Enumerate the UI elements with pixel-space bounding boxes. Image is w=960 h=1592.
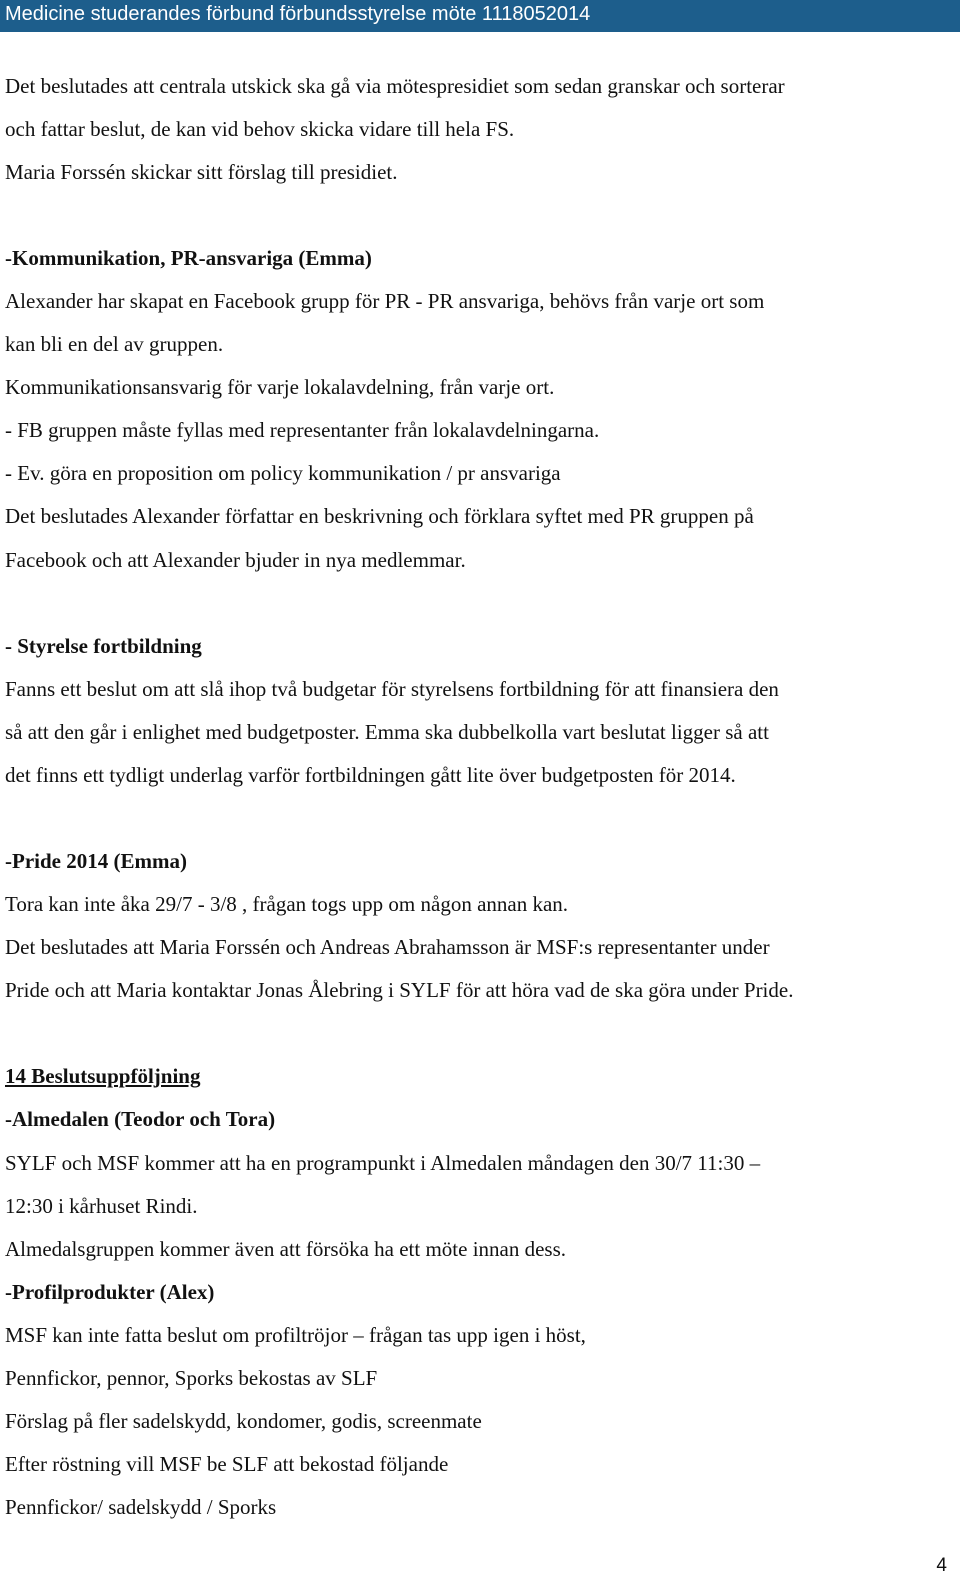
text-line: Pennfickor, pennor, Sporks bekostas av SLF: [5, 1366, 378, 1390]
document-title: Medicine studerandes förbund förbundsstyrelse möte 1118052014: [5, 3, 591, 25]
text-line: kan bli en del av gruppen.: [5, 332, 224, 356]
text-line: Det beslutades att Maria Forssén och Andreas Abrahamsson är MSF:s representanter under: [5, 935, 770, 959]
text-line: det finns ett tydligt underlag varför fortbildningen gått lite över budgetposten för 2014.: [5, 763, 736, 787]
text-line: och fattar beslut, de kan vid behov skicka vidare till hela FS.: [5, 117, 515, 141]
section-heading: -Kommunikation, PR-ansvariga (Emma): [5, 246, 372, 270]
text-line: MSF kan inte fatta beslut om profiltröjor – frågan tas upp igen i höst,: [5, 1323, 586, 1347]
text-line: 12:30 i kårhuset Rindi.: [5, 1194, 198, 1218]
text-line: Det beslutades Alexander författar en beskrivning och förklara syftet med PR gruppen på: [5, 504, 754, 528]
text-line: Pride och att Maria kontaktar Jonas Ålebring i SYLF för att höra vad de ska göra under Pride.: [5, 978, 794, 1002]
text-line: Det beslutades att centrala utskick ska gå via mötespresidiet som sedan granskar och sorterar: [5, 74, 785, 98]
text-line: Alexander har skapat en Facebook grupp för PR - PR ansvariga, behövs från varje ort som: [5, 289, 765, 313]
text-line: Efter röstning vill MSF be SLF att bekostad följande: [5, 1452, 449, 1476]
page-number: 4: [936, 1555, 947, 1576]
text-line: Maria Forssén skickar sitt förslag till presidiet.: [5, 160, 398, 184]
text-line: Kommunikationsansvarig för varje lokalavdelning, från varje ort.: [5, 375, 555, 399]
section-heading: -Pride 2014 (Emma): [5, 849, 187, 873]
text-line: så att den går i enlighet med budgetposter. Emma ska dubbelkolla vart beslutat ligger så att: [5, 720, 769, 744]
section-heading: - Styrelse fortbildning: [5, 634, 202, 658]
section-heading: -Almedalen (Teodor och Tora): [5, 1107, 276, 1131]
text-line: Almedalsgruppen kommer även att försöka ha ett möte innan dess.: [5, 1237, 567, 1261]
section-heading: -Profilprodukter (Alex): [5, 1280, 215, 1304]
text-line: - Ev. göra en proposition om policy kommunikation / pr ansvariga: [5, 461, 561, 485]
text-line: - FB gruppen måste fyllas med representanter från lokalavdelningarna.: [5, 418, 600, 442]
text-line: Förslag på fler sadelskydd, kondomer, godis, screenmate: [5, 1409, 482, 1433]
text-line: Tora kan inte åka 29/7 - 3/8 , frågan togs upp om någon annan kan.: [5, 892, 569, 916]
text-line: Pennfickor/ sadelskydd / Sporks: [5, 1495, 277, 1519]
document-header-bar: [0, 0, 960, 32]
text-line: SYLF och MSF kommer att ha en programpunkt i Almedalen måndagen den 30/7 11:30 –: [5, 1151, 761, 1175]
text-line: Facebook och att Alexander bjuder in nya medlemmar.: [5, 548, 466, 572]
text-line: Fanns ett beslut om att slå ihop två budgetar för styrelsens fortbildning för att finansiera den: [5, 677, 779, 701]
chapter-heading: 14 Beslutsuppföljning: [5, 1064, 201, 1088]
